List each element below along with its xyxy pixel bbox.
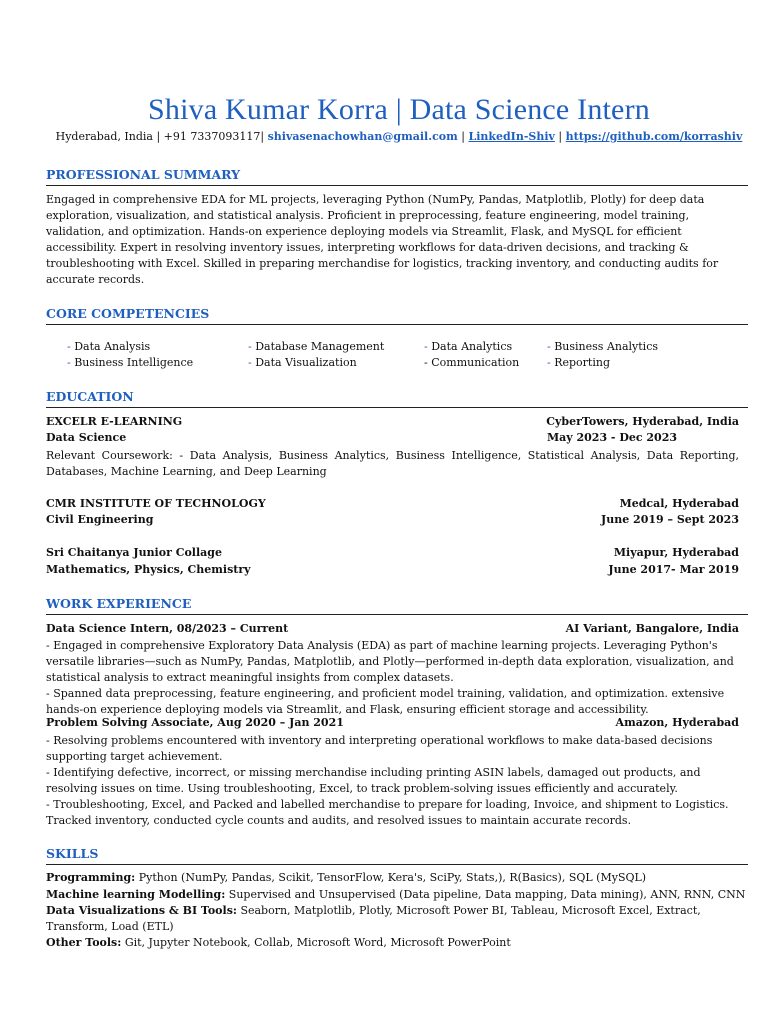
job-bullet: - Resolving problems encountered with inventory and interpreting operational workflows to make data-based decisions supporting target achievement. [46,734,713,763]
competency-dash: - [547,356,555,369]
competency-label: Communication [431,356,520,369]
education-entry-subheader [46,431,739,447]
education-dates: June 2017- Mar 2019 [608,563,739,576]
education-location: Miyapur, Hyderabad [613,546,739,559]
job-header [46,716,739,732]
education-institution: Sri Chaitanya Junior Collage [46,546,222,559]
contact-separator: | [554,130,566,143]
skill-value: Python (NumPy, Pandas, Scikit, TensorFlow, Kera's, SciPy, Stats,), R(Basics), SQL (MySQL) [135,871,647,884]
competency-label: Reporting [554,356,610,369]
contact-separator: | [457,130,469,143]
education-entry-header [46,497,739,513]
summary-text: Engaged in comprehensive EDA for ML projects, leveraging Python (NumPy, Pandas, Matplotlib, Plotly) for deep data exploration, visualization, and statistical analysis. Proficient in preprocessing, feature engineering, model training, validation, and optimization. Hands-on experience deploying models via Streamlit, Flask, and MySQL for efficient accessibility. Expert in resolving inventory issues, interpreting workflows for data-driven decisions, and tracking & troubleshooting with Excel. Skilled in preparing merchandise for logistics, tracking inventory, and conducting audits for accurate records. [46,193,719,286]
competency-dash: - [424,340,432,353]
competency-dash: - [547,340,555,353]
education-location: Medcal, Hyderabad [619,497,739,510]
github-link[interactable]: https://github.com/korrashiv [565,130,743,143]
section-heading-education: EDUCATION [46,389,748,408]
job-bullet: - Spanned data preprocessing, feature engineering, and proficient model training, validation, and optimization. extensive hands-on experience deploying models via Streamlit, and Flask, ensuring efficient storage and accessibility. [46,687,725,716]
education-dates: May 2023 - Dec 2023 [546,431,677,444]
competency-item [424,340,512,353]
skill-line-ml [46,887,746,903]
skill-label: Machine learning Modelling: [46,888,226,901]
competency-item [547,340,658,353]
skill-value: Seaborn, Matplotlib, Plotly, Microsoft Power BI, Tableau, Microsoft Excel, Extract, Transform, Load (ETL) [46,904,701,933]
education-entry-header [46,546,739,562]
job-location: Amazon, Hyderabad [615,716,739,729]
competency-dash: - [248,356,256,369]
competency-item [248,356,357,369]
section-heading-summary: PROFESSIONAL SUMMARY [46,167,748,186]
competency-dash: - [67,340,75,353]
competency-label: Business Intelligence [74,356,194,369]
job-bullet: - Troubleshooting, Excel, and Packed and labelled merchandise to prepare for loading, Invoice, and shipment to Logistics. Tracked inventory, conducted cycle counts and audits, and resolved issues to maintain accurate records. [46,798,729,827]
competency-label: Business Analytics [554,340,658,353]
education-entry-subheader [46,513,739,529]
competency-dash: - [248,340,256,353]
competency-item [424,356,519,369]
job-bullet: - Engaged in comprehensive Exploratory Data Analysis (EDA) as part of machine learning projects. Leveraging Python's versatile libraries—such as NumPy, Pandas, Matplotlib, and Plotly—performed in-depth data exploration, visualization, and statistical analysis to extract meaningful insights from complex datasets. [46,639,734,684]
education-entry-subheader [46,563,739,579]
competency-label: Database Management [255,340,385,353]
competency-item [67,340,150,353]
skill-line-other-tools [46,935,746,951]
competency-item [547,356,610,369]
contact-location-phone: Hyderabad, India | +91 7337093117| [55,130,268,143]
competency-label: Data Analytics [431,340,513,353]
skill-label: Programming: [46,871,136,884]
section-heading-experience: WORK EXPERIENCE [46,596,748,615]
competency-dash: - [67,356,75,369]
education-dates: June 2019 – Sept 2023 [601,513,739,526]
skill-line-visualization [46,903,746,935]
job-location: AI Variant, Bangalore, India [565,622,739,635]
education-institution: CMR INSTITUTE OF TECHNOLOGY [46,497,266,510]
competency-dash: - [424,356,432,369]
education-program: Mathematics, Physics, Chemistry [46,563,251,576]
candidate-name-title: Shiva Kumar Korra | Data Science Intern [148,93,650,126]
competency-label: Data Visualization [255,356,357,369]
skill-value: Supervised and Unsupervised (Data pipeline, Data mapping, Data mining), ANN, RNN, CNN [225,888,746,901]
skill-label: Other Tools: [46,936,122,949]
competency-item [67,356,193,369]
competency-label: Data Analysis [74,340,151,353]
education-entry-header [46,415,739,431]
contact-line [0,130,768,143]
email-link[interactable]: shivasenachowhan@gmail.com [267,130,458,143]
job-title: Problem Solving Associate, Aug 2020 – Jan 2021 [46,716,344,729]
section-heading-competencies: CORE COMPETENCIES [46,306,748,325]
education-institution: EXCELR E-LEARNING [46,415,183,428]
linkedin-link[interactable]: LinkedIn-Shiv [468,130,555,143]
education-coursework: Relevant Coursework: - Data Analysis, Business Analytics, Business Intelligence, Statistical Analysis, Data Reporting, Databases, Machine Learning, and Deep Learning [46,449,739,478]
competency-item [248,340,384,353]
skill-value: Git, Jupyter Notebook, Collab, Microsoft Word, Microsoft PowerPoint [121,936,511,949]
education-program: Civil Engineering [46,513,154,526]
section-heading-skills: SKILLS [46,846,748,865]
education-location: CyberTowers, Hyderabad, India [546,415,739,428]
job-title: Data Science Intern, 08/2023 – Current [46,622,289,635]
job-header [46,622,739,638]
skill-line-programming [46,870,746,886]
skill-label: Data Visualizations & BI Tools: [46,904,237,917]
education-program: Data Science [46,431,127,444]
job-bullet: - Identifying defective, incorrect, or missing merchandise including printing ASIN labels, damaged out products, and resolving issues on time. Using troubleshooting, Excel, to track problem-solving issues efficiently and accurately. [46,766,701,795]
